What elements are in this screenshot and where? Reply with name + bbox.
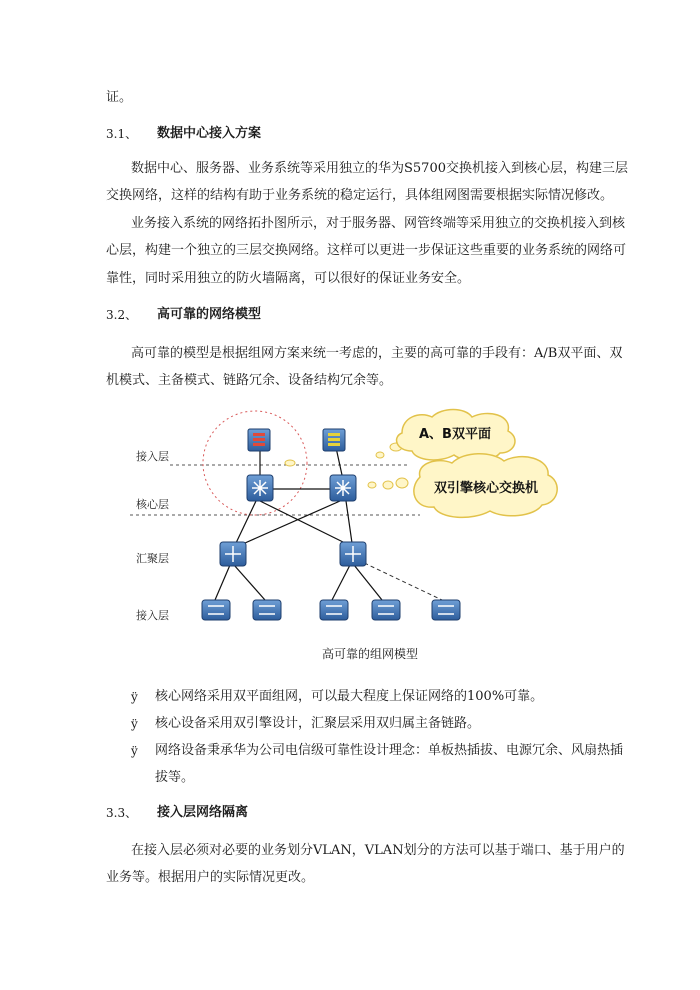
paragraph-line: 高可靠的模型是根据组网方案来统一考虑的，主要的高可靠的手段有：A/B双平面、双: [131, 346, 623, 361]
paragraph-line: 在接入层必须对必要的业务划分VLAN，VLAN划分的方法可以基于端口、基于用户的: [131, 843, 625, 858]
section-title-3-1: 数据中心接入方案: [157, 126, 262, 141]
bullet-marker: ÿ: [131, 717, 138, 731]
figure-caption: 高可靠的组网模型: [322, 647, 419, 661]
access-switch-icon: [202, 600, 230, 620]
network-links: [215, 443, 382, 600]
access-switch-icon: [253, 600, 281, 620]
bullet-text: 核心网络采用双平面组网，可以最大程度上保证网络的100%可靠。: [155, 689, 544, 704]
firewall-icon: [248, 429, 270, 451]
callout-dual-engine: 双引擎核心交换机: [433, 481, 539, 496]
layer-label-access-top: 接入层: [136, 450, 169, 463]
paragraph-line: 业务等。根据用户的实际情况更改。: [106, 870, 315, 885]
bullet-text: 核心设备采用双引擎设计，汇聚层采用双归属主备链路。: [155, 716, 481, 731]
firewall-icon: [323, 429, 345, 451]
network-diagram: [120, 405, 580, 640]
callout-cloud: [368, 454, 557, 518]
access-switch-icon: [320, 600, 348, 620]
aggregation-switch-icon: [340, 542, 366, 566]
paragraph-line: 心层，构建一个独立的三层交换网络。这样可以更进一步保证这些重要的业务系统的网络可: [106, 243, 627, 258]
section-title-3-2: 高可靠的网络模型: [157, 307, 262, 322]
access-switch-icon: [372, 600, 400, 620]
dashed-link: [358, 560, 442, 600]
core-switch-icon: [330, 475, 356, 501]
paragraph-line: 靠性，同时采用独立的防火墙隔离，可以很好的保证业务安全。: [106, 271, 471, 286]
bullet-marker: ÿ: [131, 744, 138, 758]
paragraph-line: 数据中心、服务器、业务系统等采用独立的华为S5700交换机接入到核心层，构建三层: [131, 161, 628, 176]
access-switch-icon: [432, 600, 460, 620]
paragraph-line: 业务接入系统的网络拓扑图所示，对于服务器、网管终端等采用独立的交换机接入到核: [131, 216, 626, 231]
aggregation-switch-icon: [220, 542, 246, 566]
layer-label-core: 核心层: [136, 498, 169, 511]
paragraph-line: 交换网络，这样的结构有助于业务系统的稳定运行，具体组网图需要根据实际情况修改。: [106, 188, 614, 203]
bullet-text: 拔等。: [155, 770, 195, 785]
bullet-marker: ÿ: [131, 690, 138, 704]
section-title-3-3: 接入层网络隔离: [157, 805, 249, 820]
section-number-3-1: 3.1、: [106, 127, 138, 141]
section-number-3-2: 3.2、: [106, 308, 138, 322]
continuation-text: 证。: [106, 90, 133, 105]
layer-label-aggregation: 汇聚层: [136, 552, 169, 565]
layer-label-access-bottom: 接入层: [136, 609, 169, 622]
callout-ab-plane: A、B双平面: [419, 427, 491, 442]
section-number-3-3: 3.3、: [106, 806, 138, 820]
core-switch-icon: [247, 475, 273, 501]
paragraph-line: 机模式、主备模式、链路冗余、设备结构冗余等。: [106, 373, 393, 388]
bullet-text: 网络设备秉承华为公司电信级可靠性设计理念：单板热插拔、电源冗余、风扇热插: [155, 743, 624, 758]
